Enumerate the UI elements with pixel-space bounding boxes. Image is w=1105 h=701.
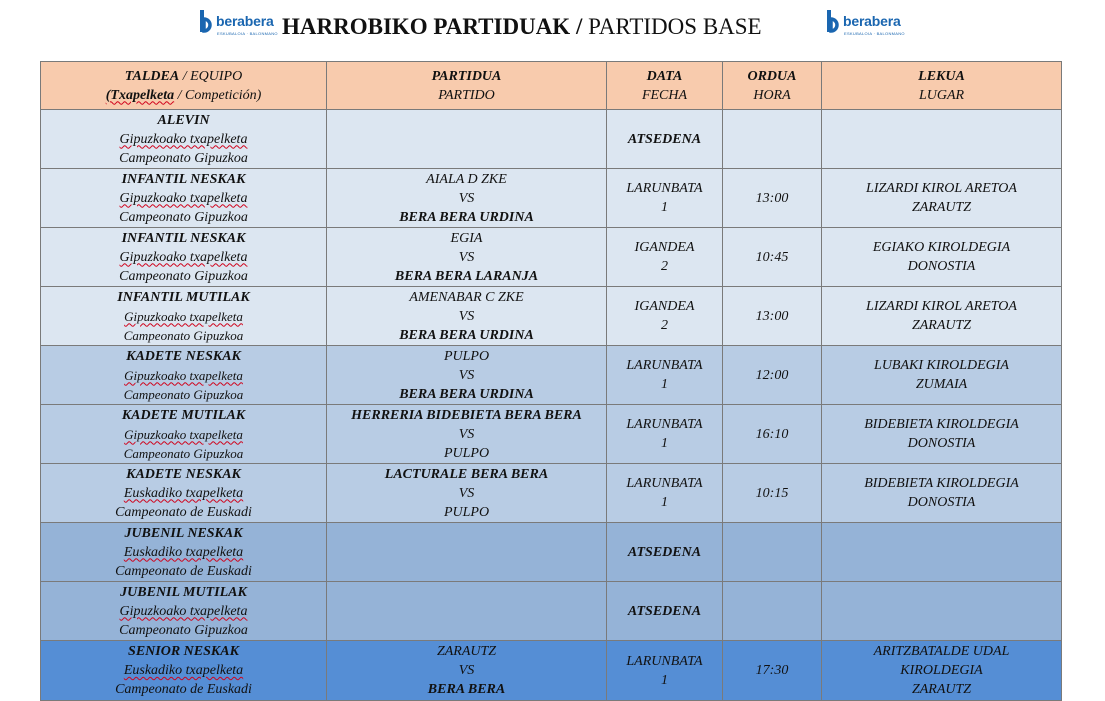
document-header: [0, 0, 1105, 60]
date-cell: [607, 405, 723, 464]
logo-subtitle: ESKUBALOIA · BALONMANO: [217, 31, 278, 36]
team-cell: [41, 228, 327, 287]
team-name: INFANTIL NESKAK: [121, 230, 246, 246]
home-team: AMENABAR C ZKE: [409, 289, 524, 305]
competition-basque: Gipuzkoako txapelketa: [119, 603, 248, 619]
place-cell: [822, 641, 1062, 701]
away-team: BERA BERA URDINA: [399, 327, 534, 343]
venue-line-1: BIDEBIETA KIROLDEGIA: [864, 476, 1019, 491]
competition-basque: Gipuzkoako txapelketa: [124, 308, 243, 324]
team-cell: [41, 641, 327, 701]
date-number: 1: [661, 672, 668, 688]
competition-spanish: Campeonato Gipuzkoa: [119, 209, 248, 225]
venue-line-2: DONOSTIA: [907, 436, 976, 451]
time-cell: [723, 641, 822, 701]
match-time: 13:00: [755, 308, 789, 324]
team-name: KADETE NESKAK: [126, 348, 241, 364]
title-spanish: PARTIDOS BASE: [582, 14, 762, 39]
competition-basque: Euskadiko txapelketa: [123, 485, 244, 501]
match-cell: [327, 287, 607, 346]
team-name: KADETE NESKAK: [126, 466, 241, 482]
date-day: LARUNBATA: [626, 181, 703, 196]
competition-basque: Euskadiko txapelketa: [123, 663, 244, 678]
team-name: INFANTIL NESKAK: [121, 171, 246, 187]
vs-label: VS: [458, 190, 475, 206]
match-time: 12:00: [755, 367, 789, 383]
time-cell: [723, 464, 822, 523]
date-cell: [607, 346, 723, 405]
time-cell: [723, 169, 822, 228]
date-number: 2: [661, 259, 668, 274]
venue-line-2: KIROLDEGIA: [900, 663, 983, 678]
column-header-match: PARTIDUA PARTIDO: [327, 62, 607, 110]
team-name: JUBENIL NESKAK: [124, 525, 243, 541]
team-cell: [41, 287, 327, 346]
home-team: EGIA: [450, 230, 483, 246]
vs-label: VS: [458, 249, 475, 265]
venue-line-1: ARITZBATALDE UDAL: [873, 644, 1010, 659]
berabera-b-icon: [198, 9, 216, 35]
date-number: 1: [661, 377, 668, 392]
berabera-logo-right: [825, 9, 905, 41]
place-cell: [822, 169, 1062, 228]
column-header-date: DATA FECHA: [607, 62, 723, 110]
logo-text: berabera: [216, 13, 274, 29]
competition-basque: Gipuzkoako txapelketa: [124, 426, 243, 442]
berabera-logo: [198, 9, 278, 41]
berabera-b-icon: [825, 9, 843, 35]
date-cell: [607, 523, 723, 582]
match-cell: [327, 641, 607, 701]
logo-text: berabera: [843, 13, 901, 29]
place-cell: [822, 110, 1062, 169]
table-row: [41, 110, 1062, 169]
time-cell: [723, 228, 822, 287]
competition-spanish: Campeonato Gipuzkoa: [123, 386, 244, 402]
match-time: 17:30: [755, 663, 789, 678]
venue-line-2: DONOSTIA: [907, 259, 976, 274]
match-time: 16:10: [755, 426, 789, 442]
competition-spanish: Campeonato Gipuzkoa: [119, 268, 248, 284]
competition-spanish: Campeonato de Euskadi: [115, 563, 252, 579]
match-cell: [327, 405, 607, 464]
date-day: LARUNBATA: [626, 358, 703, 373]
match-cell: [327, 582, 607, 641]
competition-basque: Gipuzkoako txapelketa: [119, 190, 248, 206]
match-time: 10:15: [755, 485, 789, 501]
match-time: 10:45: [755, 249, 789, 265]
time-cell: [723, 346, 822, 405]
table-row: [41, 405, 1062, 464]
team-name: ALEVIN: [157, 112, 210, 128]
column-header-time: ORDUA HORA: [723, 62, 822, 110]
time-cell: [723, 405, 822, 464]
home-team: PULPO: [443, 348, 490, 364]
date-cell: [607, 110, 723, 169]
date-cell: [607, 287, 723, 346]
table-row: [41, 346, 1062, 405]
date-day: LARUNBATA: [626, 417, 703, 432]
time-cell: [723, 582, 822, 641]
date-day: LARUNBATA: [626, 476, 703, 491]
away-team: BERA BERA URDINA: [399, 209, 534, 225]
team-name: INFANTIL MUTILAK: [117, 289, 250, 305]
venue-line-1: LUBAKI KIROLDEGIA: [874, 358, 1009, 373]
venue-line-1: EGIAKO KIROLDEGIA: [872, 240, 1011, 255]
place-cell: [822, 346, 1062, 405]
away-team: BERA BERA: [427, 682, 506, 697]
venue-line-3: ZARAUTZ: [911, 682, 972, 697]
table-row: [41, 169, 1062, 228]
table-row: [41, 641, 1062, 701]
time-cell: [723, 523, 822, 582]
date-cell: [607, 169, 723, 228]
venue-line-2: DONOSTIA: [907, 495, 976, 510]
away-team: PULPO: [443, 445, 490, 461]
table-row: [41, 228, 1062, 287]
date-day: ATSEDENA: [627, 131, 702, 147]
time-cell: [723, 287, 822, 346]
title-basque: HARROBIKO PARTIDUAK /: [282, 14, 583, 39]
team-cell: [41, 110, 327, 169]
venue-line-1: LIZARDI KIROL ARETOA: [866, 181, 1017, 196]
venue-line-1: BIDEBIETA KIROLDEGIA: [864, 417, 1019, 432]
home-team: HERRERIA BIDEBIETA BERA BERA: [351, 407, 582, 423]
competition-spanish: Campeonato Gipuzkoa: [123, 327, 244, 343]
date-cell: [607, 464, 723, 523]
competition-spanish: Campeonato Gipuzkoa: [123, 445, 244, 461]
match-time: 13:00: [755, 190, 789, 206]
date-number: 1: [661, 495, 668, 510]
column-header-team: TALDEA / EQUIPO (Txapelketa / Competición): [41, 62, 327, 110]
date-cell: [607, 228, 723, 287]
competition-basque: Gipuzkoako txapelketa: [124, 367, 243, 383]
venue-line-1: LIZARDI KIROL ARETOA: [866, 299, 1017, 314]
team-name: KADETE MUTILAK: [121, 407, 246, 423]
date-cell: [607, 582, 723, 641]
match-cell: [327, 169, 607, 228]
team-cell: [41, 405, 327, 464]
date-cell: [607, 641, 723, 701]
date-day: LARUNBATA: [626, 653, 703, 669]
match-cell: [327, 228, 607, 287]
match-cell: [327, 346, 607, 405]
team-cell: [41, 169, 327, 228]
place-cell: [822, 287, 1062, 346]
place-cell: [822, 405, 1062, 464]
place-cell: [822, 582, 1062, 641]
away-team: PULPO: [443, 504, 490, 520]
team-cell: [41, 464, 327, 523]
column-header-place: LEKUA LUGAR: [822, 62, 1062, 110]
time-cell: [723, 110, 822, 169]
team-name: SENIOR NESKAK: [128, 644, 239, 659]
competition-spanish: Campeonato de Euskadi: [115, 504, 252, 520]
table-row: [41, 464, 1062, 523]
vs-label: VS: [458, 663, 475, 678]
logo-subtitle: ESKUBALOIA · BALONMANO: [844, 31, 905, 36]
vs-label: VS: [458, 308, 475, 324]
competition-basque: Gipuzkoako txapelketa: [119, 131, 248, 147]
team-cell: [41, 523, 327, 582]
home-team: AIALA D ZKE: [426, 171, 507, 187]
table-row: [41, 287, 1062, 346]
match-cell: [327, 523, 607, 582]
page-title: [282, 14, 762, 40]
away-team: BERA BERA LARANJA: [394, 268, 539, 284]
venue-line-2: ZARAUTZ: [911, 318, 972, 333]
schedule-table: [40, 61, 1062, 701]
match-cell: [327, 110, 607, 169]
home-team: LACTURALE BERA BERA: [384, 466, 549, 482]
competition-basque: Gipuzkoako txapelketa: [119, 249, 248, 265]
competition-spanish: Campeonato Gipuzkoa: [119, 150, 248, 166]
venue-line-2: ZUMAIA: [915, 377, 968, 392]
competition-basque: Euskadiko txapelketa: [123, 544, 244, 560]
team-name: JUBENIL MUTILAK: [120, 584, 247, 600]
date-day: ATSEDENA: [627, 544, 702, 560]
place-cell: [822, 464, 1062, 523]
date-number: 1: [661, 200, 668, 215]
date-day: IGANDEA: [634, 299, 695, 314]
venue-line-2: ZARAUTZ: [911, 200, 972, 215]
date-number: 1: [661, 436, 668, 451]
competition-spanish: Campeonato de Euskadi: [115, 682, 252, 697]
competition-spanish: Campeonato Gipuzkoa: [119, 622, 248, 638]
match-cell: [327, 464, 607, 523]
place-cell: [822, 523, 1062, 582]
vs-label: VS: [458, 485, 475, 501]
date-number: 2: [661, 318, 668, 333]
place-cell: [822, 228, 1062, 287]
date-day: ATSEDENA: [627, 603, 702, 619]
table-row: [41, 582, 1062, 641]
home-team: ZARAUTZ: [436, 644, 497, 659]
away-team: BERA BERA URDINA: [399, 386, 534, 402]
team-cell: [41, 346, 327, 405]
vs-label: VS: [458, 426, 475, 442]
team-cell: [41, 582, 327, 641]
table-header-row: [41, 62, 1062, 110]
vs-label: VS: [458, 367, 475, 383]
date-day: IGANDEA: [634, 240, 695, 255]
table-row: [41, 523, 1062, 582]
